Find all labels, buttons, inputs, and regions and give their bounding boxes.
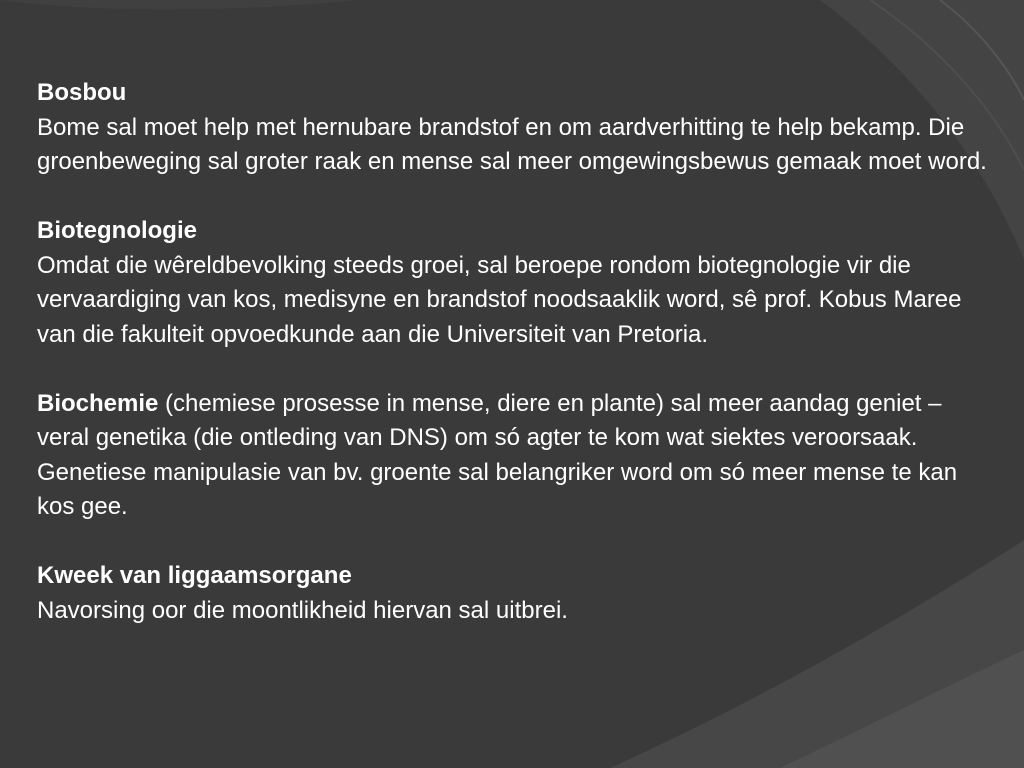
section-text: Bome sal moet help met hernubare brandstof en om aardverhitting te help bekamp. Die groenbeweging sal groter raak en mense sal meer omgewingsbewus gemaak moet word. bbox=[37, 113, 987, 175]
section-bosbou bbox=[37, 76, 997, 180]
section-heading: Biotegnologie bbox=[37, 217, 197, 244]
section-text: Omdat die wêreldbevolking steeds groei, sal beroepe rondom biotegnologie vir die vervaardiging van kos, medisyne en brandstof noodsaaklik word, sê prof. Kobus Maree van die fakulteit opvoedkunde aan die Universiteit van Pretoria. bbox=[37, 251, 962, 348]
section-text: Navorsing oor die moontlikheid hiervan sal uitbrei. bbox=[37, 596, 568, 624]
section-biochemie bbox=[37, 387, 997, 525]
slide-content bbox=[37, 76, 997, 628]
section-kweek-van-liggaamsorgane bbox=[37, 559, 997, 628]
section-heading: Biochemie bbox=[37, 389, 159, 417]
section-text: (chemiese prosesse in mense, diere en plante) sal meer aandag geniet – veral genetika (die ontleding van DNS) om só agter te kom wat siektes veroorsaak. Genetiese manipulasie van bv. groente sal belangriker word om só meer mense te kan kos gee. bbox=[37, 389, 958, 520]
section-heading: Bosbou bbox=[37, 79, 127, 106]
section-heading: Kweek van liggaamsorgane bbox=[37, 562, 352, 589]
section-biotegnologie bbox=[37, 214, 997, 352]
